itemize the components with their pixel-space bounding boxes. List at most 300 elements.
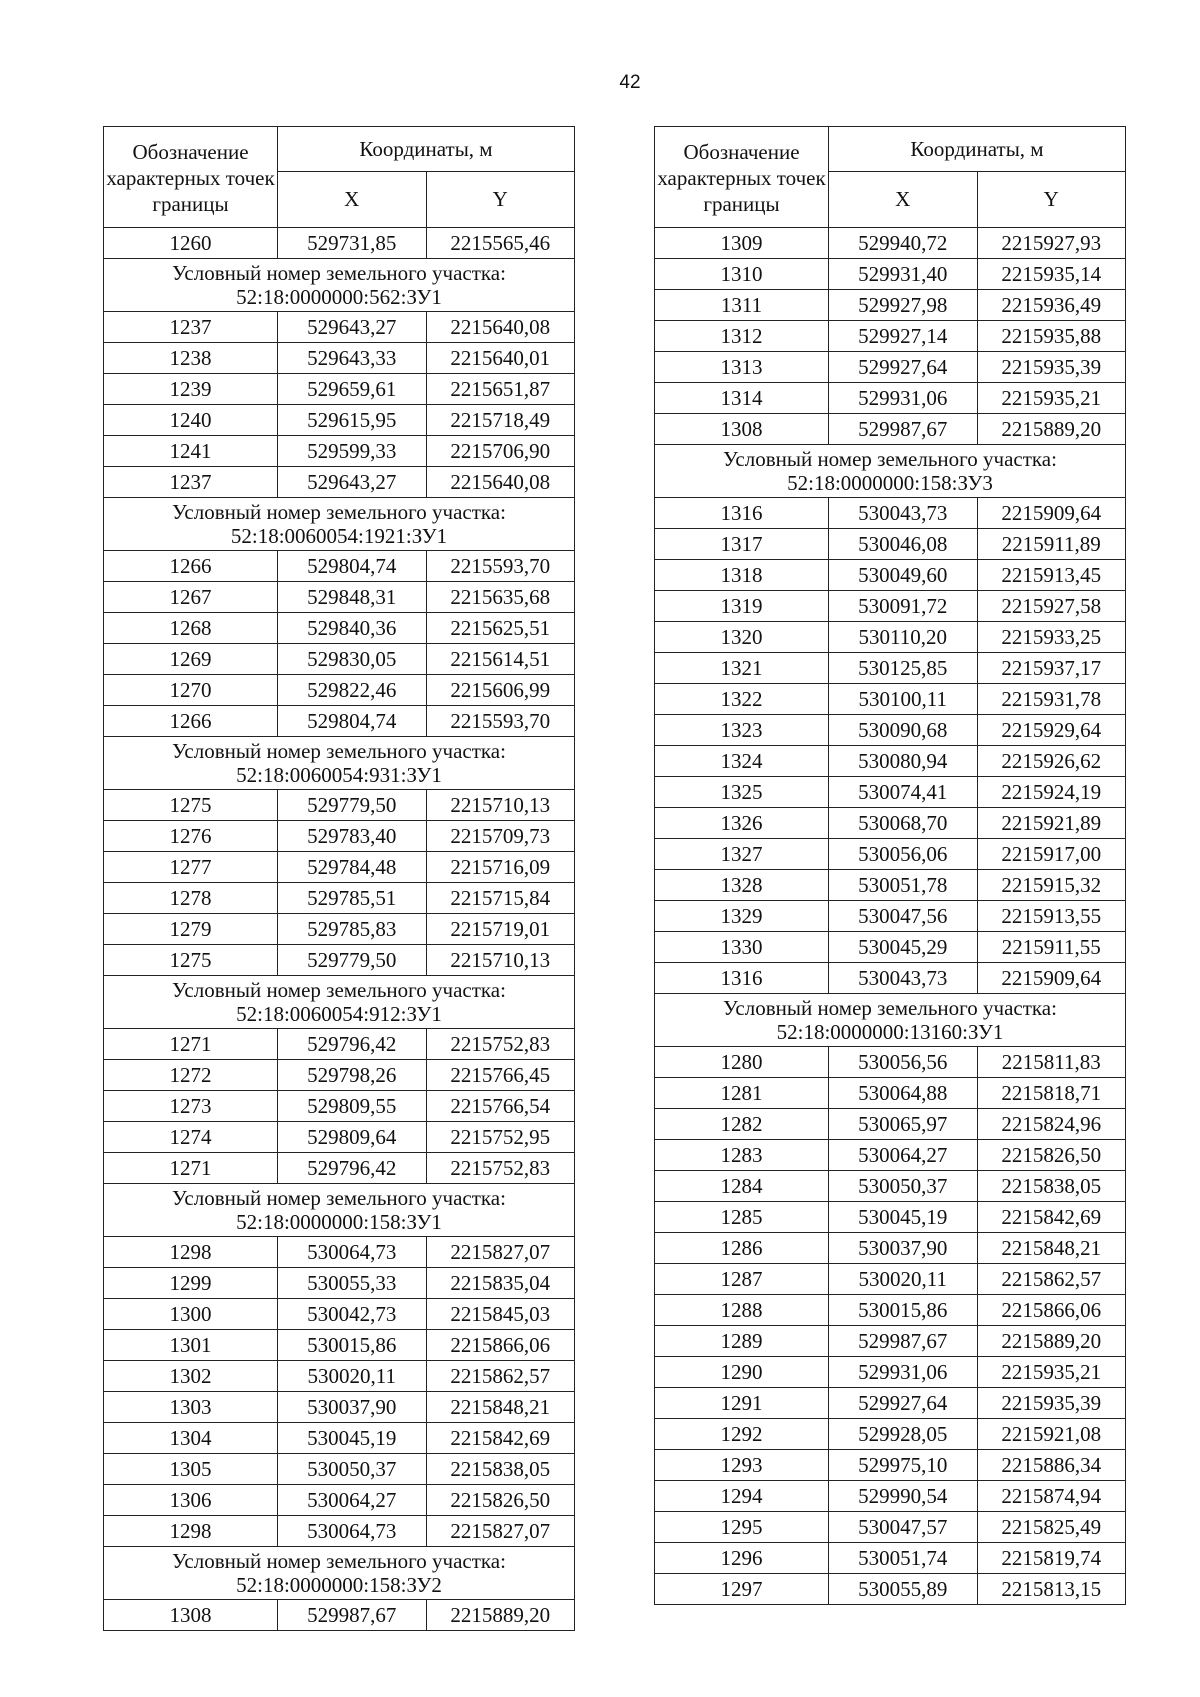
y-cell: 2215921,89 (977, 808, 1126, 839)
table-header (104, 127, 575, 228)
x-cell: 530064,27 (829, 1140, 978, 1171)
table-row (104, 312, 575, 343)
table-row (104, 1485, 575, 1516)
x-cell: 529804,74 (278, 551, 427, 582)
parcel-label: Условный номер земельного участка: (172, 739, 506, 764)
table-row (104, 914, 575, 945)
parcel-label: Условный номер земельного участка: (172, 1549, 506, 1574)
point-id-cell: 1324 (655, 746, 829, 777)
point-id-cell: 1276 (104, 821, 278, 852)
x-cell: 530045,19 (829, 1202, 978, 1233)
point-id-cell: 1239 (104, 374, 278, 405)
x-cell: 529779,50 (278, 790, 427, 821)
x-cell: 529931,40 (829, 259, 978, 290)
y-cell: 2215935,39 (977, 1388, 1126, 1419)
parcel-section-row (104, 498, 575, 551)
point-id-cell: 1323 (655, 715, 829, 746)
point-id-cell: 1272 (104, 1060, 278, 1091)
y-cell: 2215889,20 (977, 414, 1126, 445)
parcel-section-row (104, 976, 575, 1029)
y-cell: 2215935,21 (977, 383, 1126, 414)
y-cell: 2215935,39 (977, 352, 1126, 383)
point-id-cell: 1266 (104, 706, 278, 737)
x-cell: 530055,33 (278, 1268, 427, 1299)
x-cell: 530064,73 (278, 1237, 427, 1268)
y-cell: 2215862,57 (977, 1264, 1126, 1295)
x-cell: 529927,98 (829, 290, 978, 321)
y-cell: 2215813,15 (977, 1574, 1126, 1605)
parcel-section-cell (104, 976, 575, 1029)
table-row (655, 383, 1126, 414)
table-row (104, 821, 575, 852)
table-row (655, 1574, 1126, 1605)
parcel-number: 52:18:0060054:931:ЗУ1 (236, 762, 442, 787)
y-cell: 2215752,83 (426, 1153, 575, 1184)
table-row (104, 644, 575, 675)
y-cell: 2215913,55 (977, 901, 1126, 932)
y-cell: 2215614,51 (426, 644, 575, 675)
y-cell: 2215926,62 (977, 746, 1126, 777)
table-row (655, 498, 1126, 529)
point-id-cell: 1275 (104, 945, 278, 976)
x-cell: 529615,95 (278, 405, 427, 436)
x-cell: 529990,54 (829, 1481, 978, 1512)
x-cell: 529659,61 (278, 374, 427, 405)
x-cell: 529785,83 (278, 914, 427, 945)
table-row (655, 1419, 1126, 1450)
x-cell: 529987,67 (829, 414, 978, 445)
x-cell: 530080,94 (829, 746, 978, 777)
x-cell: 529848,31 (278, 582, 427, 613)
point-id-cell: 1326 (655, 808, 829, 839)
parcel-section-cell (104, 259, 575, 312)
point-id-cell: 1286 (655, 1233, 829, 1264)
point-id-cell: 1321 (655, 653, 829, 684)
table-row (655, 228, 1126, 259)
table-row (655, 715, 1126, 746)
page-number: 42 (619, 72, 641, 93)
y-cell: 2215911,89 (977, 529, 1126, 560)
x-cell: 529987,67 (278, 1600, 427, 1631)
y-cell: 2215889,20 (426, 1600, 575, 1631)
x-cell: 530043,73 (829, 498, 978, 529)
y-cell: 2215625,51 (426, 613, 575, 644)
parcel-section-cell (104, 1547, 575, 1600)
table-body (655, 228, 1126, 1605)
table-row (655, 1450, 1126, 1481)
y-cell: 2215752,83 (426, 1029, 575, 1060)
y-cell: 2215565,46 (426, 228, 575, 259)
y-cell: 2215866,06 (977, 1295, 1126, 1326)
parcel-section-row (104, 737, 575, 790)
x-cell: 529643,33 (278, 343, 427, 374)
point-id-cell: 1284 (655, 1171, 829, 1202)
x-cell: 529931,06 (829, 1357, 978, 1388)
header-x: X (278, 172, 427, 228)
y-cell: 2215715,84 (426, 883, 575, 914)
point-id-cell: 1306 (104, 1485, 278, 1516)
point-id-cell: 1292 (655, 1419, 829, 1450)
y-cell: 2215827,07 (426, 1516, 575, 1547)
point-id-cell: 1314 (655, 383, 829, 414)
header-coordinates: Координаты, м (829, 127, 1126, 172)
y-cell: 2215862,57 (426, 1361, 575, 1392)
table-row (104, 1029, 575, 1060)
y-cell: 2215842,69 (426, 1423, 575, 1454)
header-y: Y (426, 172, 575, 228)
table-row (655, 1047, 1126, 1078)
y-cell: 2215924,19 (977, 777, 1126, 808)
header-x: X (829, 172, 978, 228)
x-cell: 529927,64 (829, 1388, 978, 1419)
point-id-cell: 1274 (104, 1122, 278, 1153)
x-cell: 530064,27 (278, 1485, 427, 1516)
table-row (104, 613, 575, 644)
x-cell: 529599,33 (278, 436, 427, 467)
table-row (655, 1357, 1126, 1388)
point-id-cell: 1277 (104, 852, 278, 883)
y-cell: 2215766,45 (426, 1060, 575, 1091)
point-id-cell: 1308 (655, 414, 829, 445)
y-cell: 2215818,71 (977, 1078, 1126, 1109)
parcel-section-cell (655, 445, 1126, 498)
y-cell: 2215935,88 (977, 321, 1126, 352)
x-cell: 530020,11 (278, 1361, 427, 1392)
header-coordinates: Координаты, м (278, 127, 575, 172)
point-id-cell: 1328 (655, 870, 829, 901)
x-cell: 530047,57 (829, 1512, 978, 1543)
x-cell: 530055,89 (829, 1574, 978, 1605)
point-id-cell: 1300 (104, 1299, 278, 1330)
x-cell: 529804,74 (278, 706, 427, 737)
x-cell: 529928,05 (829, 1419, 978, 1450)
point-id-cell: 1329 (655, 901, 829, 932)
point-id-cell: 1282 (655, 1109, 829, 1140)
point-id-cell: 1310 (655, 259, 829, 290)
y-cell: 2215766,54 (426, 1091, 575, 1122)
table-row (104, 1423, 575, 1454)
table-row (655, 1481, 1126, 1512)
table-body (104, 228, 575, 1631)
point-id-cell: 1297 (655, 1574, 829, 1605)
point-id-cell: 1318 (655, 560, 829, 591)
parcel-number: 52:18:0000000:158:ЗУ2 (236, 1572, 442, 1597)
point-id-cell: 1319 (655, 591, 829, 622)
x-cell: 529940,72 (829, 228, 978, 259)
table-row (655, 1078, 1126, 1109)
coordinates-table-left (103, 126, 575, 1631)
table-row (104, 1454, 575, 1485)
y-cell: 2215640,08 (426, 312, 575, 343)
x-cell: 530037,90 (829, 1233, 978, 1264)
x-cell: 530046,08 (829, 529, 978, 560)
y-cell: 2215909,64 (977, 963, 1126, 994)
x-cell: 530090,68 (829, 715, 978, 746)
x-cell: 530068,70 (829, 808, 978, 839)
x-cell: 529927,14 (829, 321, 978, 352)
table-row (655, 901, 1126, 932)
table-row (655, 839, 1126, 870)
table-row (104, 374, 575, 405)
point-id-cell: 1269 (104, 644, 278, 675)
table-row (655, 1140, 1126, 1171)
table-row (104, 436, 575, 467)
y-cell: 2215842,69 (977, 1202, 1126, 1233)
parcel-label: Условный номер земельного участка: (172, 1186, 506, 1211)
table-row (655, 1543, 1126, 1574)
y-cell: 2215917,00 (977, 839, 1126, 870)
y-cell: 2215824,96 (977, 1109, 1126, 1140)
point-id-cell: 1291 (655, 1388, 829, 1419)
parcel-label: Условный номер земельного участка: (723, 996, 1057, 1021)
table-row (655, 259, 1126, 290)
x-cell: 530047,56 (829, 901, 978, 932)
y-cell: 2215651,87 (426, 374, 575, 405)
y-cell: 2215827,07 (426, 1237, 575, 1268)
table-row (104, 1122, 575, 1153)
y-cell: 2215593,70 (426, 551, 575, 582)
y-cell: 2215716,09 (426, 852, 575, 883)
y-cell: 2215933,25 (977, 622, 1126, 653)
point-id-cell: 1287 (655, 1264, 829, 1295)
point-id-cell: 1304 (104, 1423, 278, 1454)
table-row (104, 852, 575, 883)
table-row (655, 1202, 1126, 1233)
parcel-section-cell (104, 498, 575, 551)
parcel-label: Условный номер земельного участка: (723, 447, 1057, 472)
y-cell: 2215911,55 (977, 932, 1126, 963)
table-row (104, 1153, 575, 1184)
x-cell: 530056,06 (829, 839, 978, 870)
table-row (104, 790, 575, 821)
x-cell: 529783,40 (278, 821, 427, 852)
y-cell: 2215835,04 (426, 1268, 575, 1299)
x-cell: 529822,46 (278, 675, 427, 706)
table-row (104, 582, 575, 613)
parcel-section-cell (104, 1184, 575, 1237)
x-cell: 529809,55 (278, 1091, 427, 1122)
y-cell: 2215819,74 (977, 1543, 1126, 1574)
y-cell: 2215826,50 (426, 1485, 575, 1516)
table-row (655, 653, 1126, 684)
point-id-cell: 1313 (655, 352, 829, 383)
x-cell: 530015,86 (278, 1330, 427, 1361)
y-cell: 2215825,49 (977, 1512, 1126, 1543)
parcel-section-row (655, 994, 1126, 1047)
point-id-cell: 1301 (104, 1330, 278, 1361)
table-row (655, 591, 1126, 622)
point-id-cell: 1302 (104, 1361, 278, 1392)
table-row (104, 1516, 575, 1547)
y-cell: 2215635,68 (426, 582, 575, 613)
y-cell: 2215593,70 (426, 706, 575, 737)
parcel-label: Условный номер земельного участка: (172, 978, 506, 1003)
point-id-cell: 1288 (655, 1295, 829, 1326)
point-id-cell: 1268 (104, 613, 278, 644)
table-header (655, 127, 1126, 228)
parcel-number: 52:18:0000000:13160:ЗУ1 (776, 1019, 1004, 1044)
y-cell: 2215921,08 (977, 1419, 1126, 1450)
y-cell: 2215927,58 (977, 591, 1126, 622)
table-row (104, 1060, 575, 1091)
x-cell: 530074,41 (829, 777, 978, 808)
y-cell: 2215874,94 (977, 1481, 1126, 1512)
table-row (104, 1361, 575, 1392)
point-id-cell: 1266 (104, 551, 278, 582)
header-y: Y (977, 172, 1126, 228)
x-cell: 529840,36 (278, 613, 427, 644)
point-id-cell: 1241 (104, 436, 278, 467)
point-id-cell: 1240 (104, 405, 278, 436)
parcel-number: 52:18:0000000:562:ЗУ1 (236, 284, 442, 309)
parcel-label: Условный номер земельного участка: (172, 500, 506, 525)
point-id-cell: 1260 (104, 228, 278, 259)
table-row (104, 1600, 575, 1631)
parcel-number: 52:18:0060054:1921:ЗУ1 (230, 523, 448, 548)
y-cell: 2215709,73 (426, 821, 575, 852)
y-cell: 2215935,14 (977, 259, 1126, 290)
y-cell: 2215826,50 (977, 1140, 1126, 1171)
table-row (104, 228, 575, 259)
point-id-cell: 1296 (655, 1543, 829, 1574)
table-row (655, 963, 1126, 994)
point-id-cell: 1279 (104, 914, 278, 945)
parcel-section-cell (655, 994, 1126, 1047)
coordinates-table-right (654, 126, 1126, 1605)
table-row (655, 932, 1126, 963)
x-cell: 530064,88 (829, 1078, 978, 1109)
point-id-cell: 1312 (655, 321, 829, 352)
y-cell: 2215927,93 (977, 228, 1126, 259)
point-id-cell: 1283 (655, 1140, 829, 1171)
point-id-cell: 1299 (104, 1268, 278, 1299)
x-cell: 529643,27 (278, 312, 427, 343)
parcel-section-cell (104, 737, 575, 790)
x-cell: 530050,37 (278, 1454, 427, 1485)
table-row (655, 1109, 1126, 1140)
x-cell: 530020,11 (829, 1264, 978, 1295)
point-id-cell: 1271 (104, 1153, 278, 1184)
table-row (655, 1264, 1126, 1295)
table-row (104, 551, 575, 582)
point-id-cell: 1275 (104, 790, 278, 821)
x-cell: 530045,19 (278, 1423, 427, 1454)
table-row (655, 529, 1126, 560)
x-cell: 529987,67 (829, 1326, 978, 1357)
point-id-cell: 1327 (655, 839, 829, 870)
point-id-cell: 1317 (655, 529, 829, 560)
y-cell: 2215811,83 (977, 1047, 1126, 1078)
table-row (655, 622, 1126, 653)
x-cell: 530037,90 (278, 1392, 427, 1423)
point-id-cell: 1295 (655, 1512, 829, 1543)
point-id-cell: 1237 (104, 312, 278, 343)
point-id-cell: 1293 (655, 1450, 829, 1481)
x-cell: 530091,72 (829, 591, 978, 622)
y-cell: 2215752,95 (426, 1122, 575, 1153)
table-row (655, 1233, 1126, 1264)
point-id-cell: 1294 (655, 1481, 829, 1512)
table-row (104, 706, 575, 737)
point-id-cell: 1267 (104, 582, 278, 613)
y-cell: 2215931,78 (977, 684, 1126, 715)
point-id-cell: 1280 (655, 1047, 829, 1078)
parcel-section-row (104, 1184, 575, 1237)
point-id-cell: 1270 (104, 675, 278, 706)
y-cell: 2215909,64 (977, 498, 1126, 529)
point-id-cell: 1285 (655, 1202, 829, 1233)
y-cell: 2215845,03 (426, 1299, 575, 1330)
y-cell: 2215929,64 (977, 715, 1126, 746)
x-cell: 529784,48 (278, 852, 427, 883)
table-row (655, 808, 1126, 839)
table-row (655, 870, 1126, 901)
table-row (104, 675, 575, 706)
point-id-cell: 1316 (655, 963, 829, 994)
y-cell: 2215935,21 (977, 1357, 1126, 1388)
table-row (655, 560, 1126, 591)
x-cell: 529809,64 (278, 1122, 427, 1153)
y-cell: 2215838,05 (426, 1454, 575, 1485)
x-cell: 530056,56 (829, 1047, 978, 1078)
table-row (655, 1388, 1126, 1419)
y-cell: 2215706,90 (426, 436, 575, 467)
table-row (104, 945, 575, 976)
table-row (655, 1512, 1126, 1543)
point-id-cell: 1308 (104, 1600, 278, 1631)
point-id-cell: 1278 (104, 883, 278, 914)
x-cell: 530125,85 (829, 653, 978, 684)
table-row (655, 321, 1126, 352)
point-id-cell: 1320 (655, 622, 829, 653)
y-cell: 2215718,49 (426, 405, 575, 436)
x-cell: 529975,10 (829, 1450, 978, 1481)
parcel-number: 52:18:0000000:158:ЗУ3 (787, 470, 993, 495)
table-row (104, 1091, 575, 1122)
table-row (104, 1268, 575, 1299)
table-row (655, 1295, 1126, 1326)
table-row (655, 290, 1126, 321)
y-cell: 2215937,17 (977, 653, 1126, 684)
parcel-section-row (655, 445, 1126, 498)
point-id-cell: 1238 (104, 343, 278, 374)
point-id-cell: 1298 (104, 1516, 278, 1547)
x-cell: 530045,29 (829, 932, 978, 963)
y-cell: 2215889,20 (977, 1326, 1126, 1357)
x-cell: 530100,11 (829, 684, 978, 715)
point-id-cell: 1330 (655, 932, 829, 963)
y-cell: 2215606,99 (426, 675, 575, 706)
point-id-cell: 1311 (655, 290, 829, 321)
table-row (655, 352, 1126, 383)
parcel-label: Условный номер земельного участка: (172, 261, 506, 286)
table-row (104, 467, 575, 498)
x-cell: 530043,73 (829, 963, 978, 994)
y-cell: 2215710,13 (426, 945, 575, 976)
point-id-cell: 1305 (104, 1454, 278, 1485)
x-cell: 529830,05 (278, 644, 427, 675)
x-cell: 530051,78 (829, 870, 978, 901)
x-cell: 529643,27 (278, 467, 427, 498)
parcel-section-row (104, 259, 575, 312)
point-id-cell: 1316 (655, 498, 829, 529)
x-cell: 530042,73 (278, 1299, 427, 1330)
x-cell: 530065,97 (829, 1109, 978, 1140)
x-cell: 529796,42 (278, 1029, 427, 1060)
x-cell: 530050,37 (829, 1171, 978, 1202)
y-cell: 2215848,21 (426, 1392, 575, 1423)
point-id-cell: 1290 (655, 1357, 829, 1388)
